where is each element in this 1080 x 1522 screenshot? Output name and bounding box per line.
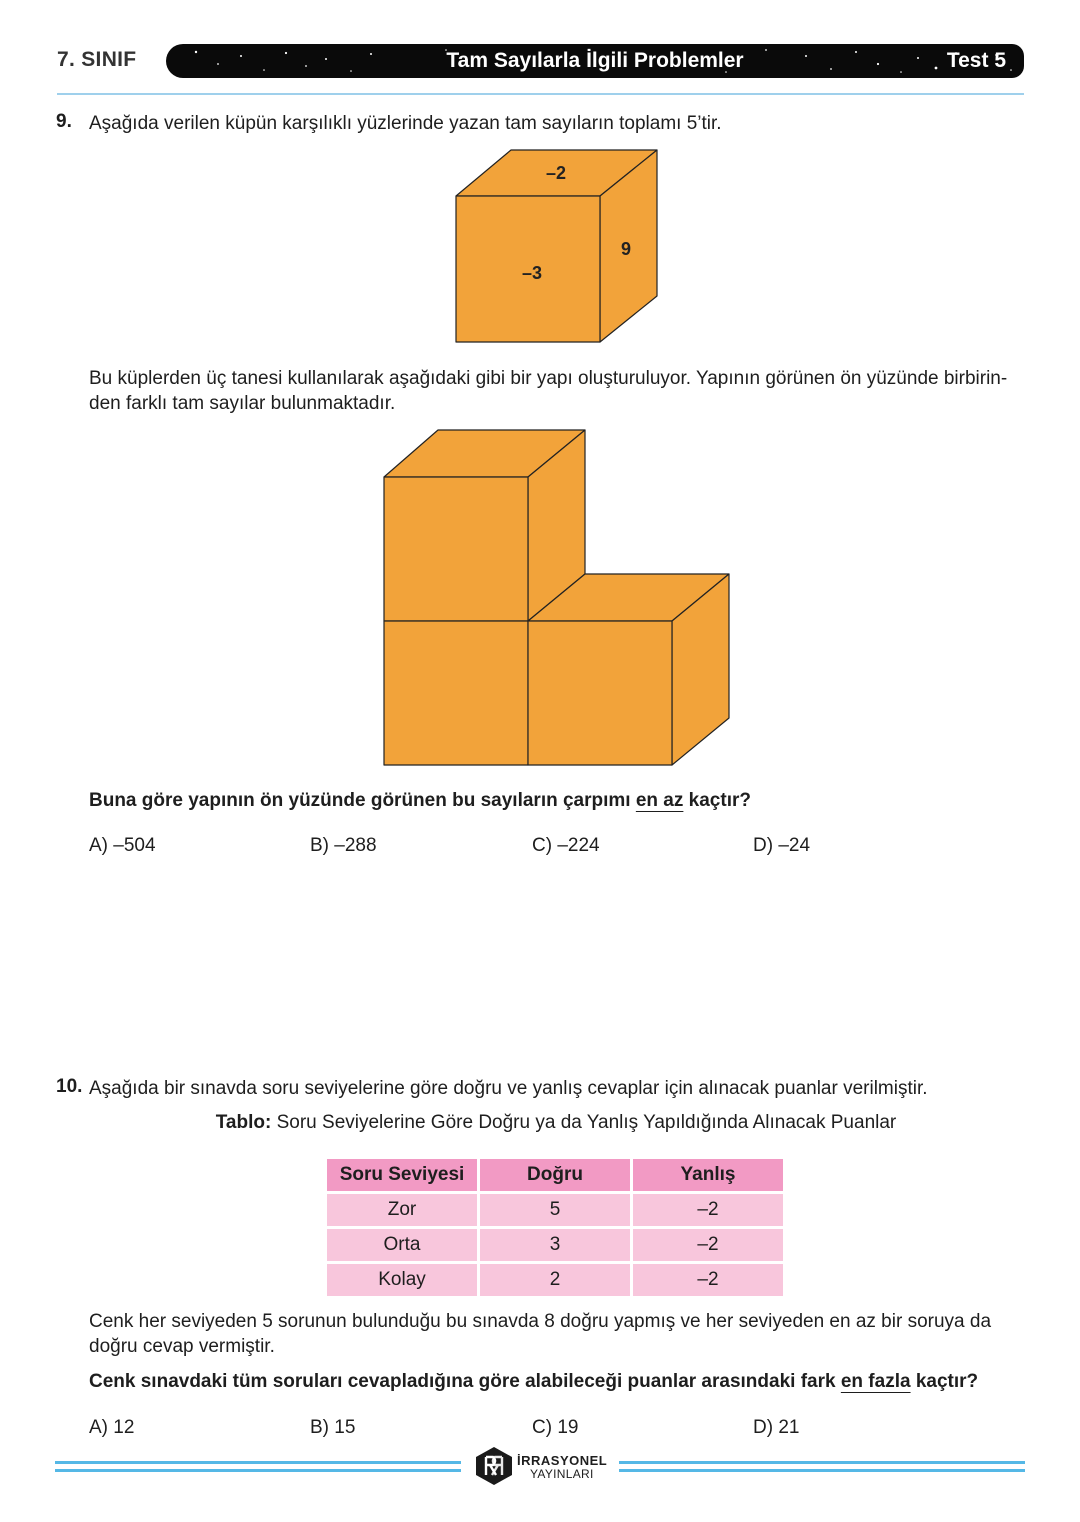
single-cube-figure: [450, 146, 662, 346]
table-cell: –2: [632, 1193, 785, 1228]
table-caption-label: Tablo:: [215, 1112, 272, 1133]
table-cell: 2: [479, 1263, 632, 1298]
cube-right-label: 9: [620, 239, 632, 259]
test-label: Test 5: [946, 49, 1006, 72]
table-cell: Orta: [326, 1228, 479, 1263]
footer-line-right-top: [619, 1461, 1025, 1464]
table-cell: Kolay: [326, 1263, 479, 1298]
question-10-number: 10.: [56, 1076, 83, 1097]
question-10-prompt-start: Cenk sınavdaki tüm soruları cevapladığına göre alabileceği puanlar arasındaki fark: [89, 1371, 841, 1392]
q10-option-d[interactable]: D) 21: [753, 1417, 800, 1438]
q9-option-d[interactable]: D) –24: [753, 835, 811, 856]
question-10-prompt: [89, 1371, 978, 1393]
table-cell: –2: [632, 1228, 785, 1263]
table-header-row: [326, 1158, 785, 1193]
question-9-text: Aşağıda verilen küpün karşılıklı yüzlerinde yazan tam sayıların toplamı 5’tir.: [89, 113, 722, 134]
question-9-prompt-emphasis: en az: [635, 790, 684, 811]
publisher-subtitle: YAYINLARI: [530, 1467, 594, 1481]
q10-option-a[interactable]: A) 12: [89, 1417, 135, 1438]
table-cell: –2: [632, 1263, 785, 1298]
question-9-prompt-start: Buna göre yapının ön yüzünde görünen bu sayıların çarpımı: [89, 790, 636, 811]
question-10-text: Aşağıda bir sınavda soru seviyelerine göre doğru ve yanlış cevaplar için alınacak puanlar verilmiştir.: [89, 1078, 928, 1099]
table-header-cell: Doğru: [479, 1158, 632, 1193]
question-9-prompt-end: kaçtır?: [683, 790, 751, 811]
q10-option-b[interactable]: B) 15: [310, 1417, 356, 1438]
table-row: [326, 1193, 785, 1228]
question-9-paragraph: Bu küplerden üç tanesi kullanılarak aşağıdaki gibi bir yapı oluşturuluyor. Yapının görünen ön yüzünde birbirin-den farklı tam sayılar bulunmaktadır.: [89, 368, 1008, 414]
question-10-prompt-emphasis: en fazla: [840, 1371, 911, 1392]
header-divider: [57, 93, 1024, 95]
table-cell: 3: [479, 1228, 632, 1263]
table-caption-text: Soru Seviyelerine Göre Doğru ya da Yanlış Yapıldığında Alınacak Puanlar: [271, 1112, 897, 1133]
grade-label: 7. SINIF: [57, 48, 137, 71]
question-10-prompt-end: kaçtır?: [910, 1371, 979, 1392]
footer-line-left-top: [55, 1461, 461, 1464]
question-10-paragraph: Cenk her seviyeden 5 sorunun bulunduğu bu sınavda 8 doğru yapmış ve her seviyeden en az bir soruya da doğru cevap vermiştir.: [89, 1311, 992, 1357]
table-cell: 5: [479, 1193, 632, 1228]
page-title: Tam Sayılarla İlgili Problemler: [446, 49, 744, 72]
table-caption: [0, 1112, 1080, 1134]
header-banner: [166, 44, 1024, 78]
q9-option-c[interactable]: C) –224: [532, 835, 600, 856]
table-header-cell: Yanlış: [632, 1158, 785, 1193]
table-row: [326, 1228, 785, 1263]
cube-front-label: –3: [521, 263, 543, 283]
q9-option-a[interactable]: A) –504: [89, 835, 156, 856]
footer-line-right-bottom: [619, 1469, 1025, 1472]
table-header-cell: Soru Seviyesi: [326, 1158, 479, 1193]
publisher-name: İRRASYONEL: [517, 1453, 608, 1468]
question-9-number: 9.: [56, 111, 72, 132]
score-table: [324, 1156, 786, 1299]
publisher-logo-icon: [474, 1446, 514, 1486]
q9-option-b[interactable]: B) –288: [310, 835, 377, 856]
q10-option-c[interactable]: C) 19: [532, 1417, 579, 1438]
footer-line-left-bottom: [55, 1469, 461, 1472]
table-cell: Zor: [326, 1193, 479, 1228]
cube-top-label: –2: [545, 163, 567, 183]
question-9-prompt: [89, 790, 751, 812]
cube-structure-figure: [380, 426, 736, 771]
table-row: [326, 1263, 785, 1298]
